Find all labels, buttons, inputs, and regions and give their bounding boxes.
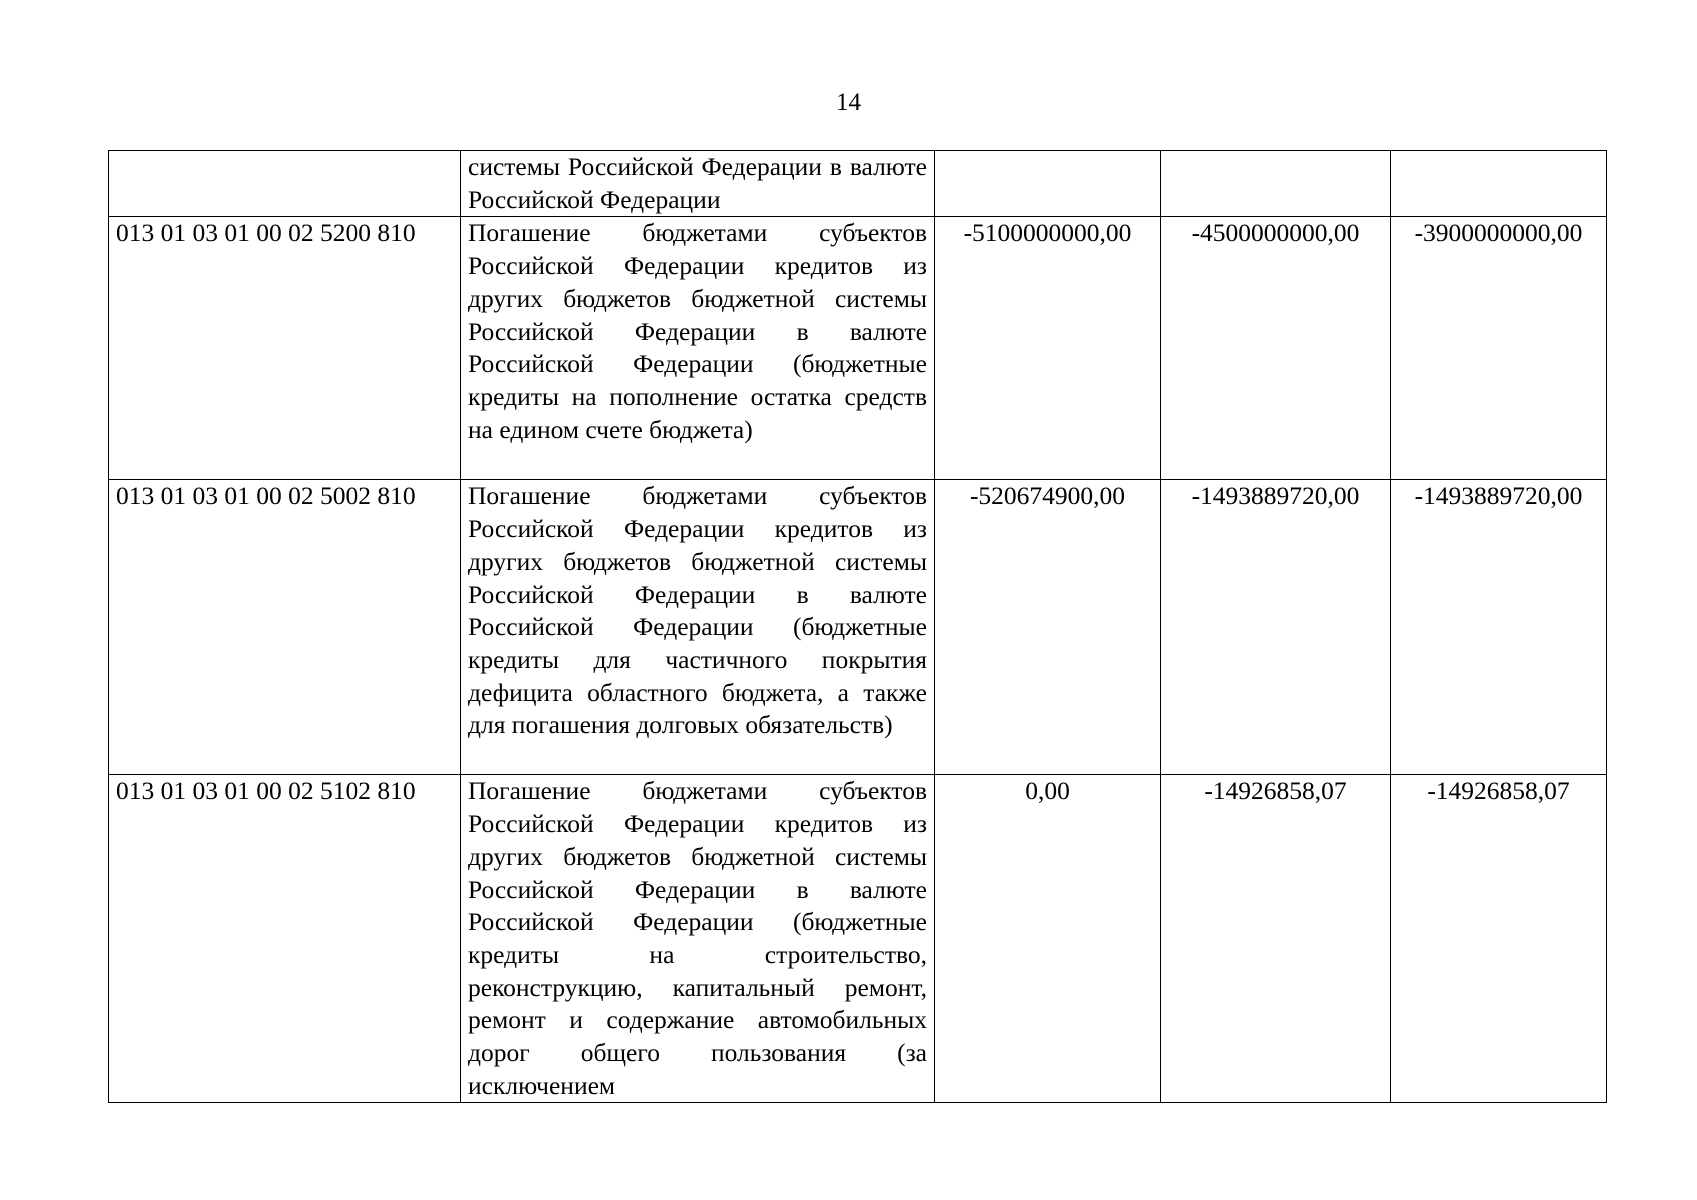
amount-cell-1: -520674900,00 — [935, 480, 1161, 775]
budget-code-cell — [109, 151, 461, 217]
amount-cell-3: -3900000000,00 — [1391, 217, 1607, 480]
amount-cell-3 — [1391, 151, 1607, 217]
table-row — [109, 775, 1607, 1103]
amount-cell-2: -4500000000,00 — [1161, 217, 1391, 480]
budget-sources-table — [108, 150, 1607, 1103]
description-cell: Погашение бюджетами субъектов Российской Федерации кредитов из других бюджетов бюджетной системы Российской Федерации в валюте Российской Федерации (бюджетные кредиты на пополнение остатка средств на едином счете бюджета) — [461, 217, 935, 480]
amount-cell-3: -1493889720,00 — [1391, 480, 1607, 775]
description-cell: Погашение бюджетами субъектов Российской Федерации кредитов из других бюджетов бюджетной системы Российской Федерации в валюте Российской Федерации (бюджетные кредиты для частичного покрытия дефицита областного бюджета, а также для погашения долговых обязательств) — [461, 480, 935, 775]
amount-cell-1 — [935, 151, 1161, 217]
budget-code-cell: 013 01 03 01 00 02 5102 810 — [109, 775, 461, 1103]
description-cell: системы Российской Федерации в валюте Российской Федерации — [461, 151, 935, 217]
amount-cell-3: -14926858,07 — [1391, 775, 1607, 1103]
table-row — [109, 151, 1607, 217]
budget-code-cell: 013 01 03 01 00 02 5002 810 — [109, 480, 461, 775]
description-cell: Погашение бюджетами субъектов Российской Федерации кредитов из других бюджетов бюджетной системы Российской Федерации в валюте Российской Федерации (бюджетные кредиты на строительство, реконструкцию, капитальный ремонт, ремонт и содержание автомобильных дорог общего пользования (за исключением — [461, 775, 935, 1103]
amount-cell-2: -1493889720,00 — [1161, 480, 1391, 775]
amount-cell-2: -14926858,07 — [1161, 775, 1391, 1103]
budget-code-cell: 013 01 03 01 00 02 5200 810 — [109, 217, 461, 480]
page-number: 14 — [836, 89, 861, 116]
table-row — [109, 480, 1607, 775]
table-row — [109, 217, 1607, 480]
amount-cell-1: -5100000000,00 — [935, 217, 1161, 480]
amount-cell-2 — [1161, 151, 1391, 217]
amount-cell-1: 0,00 — [935, 775, 1161, 1103]
